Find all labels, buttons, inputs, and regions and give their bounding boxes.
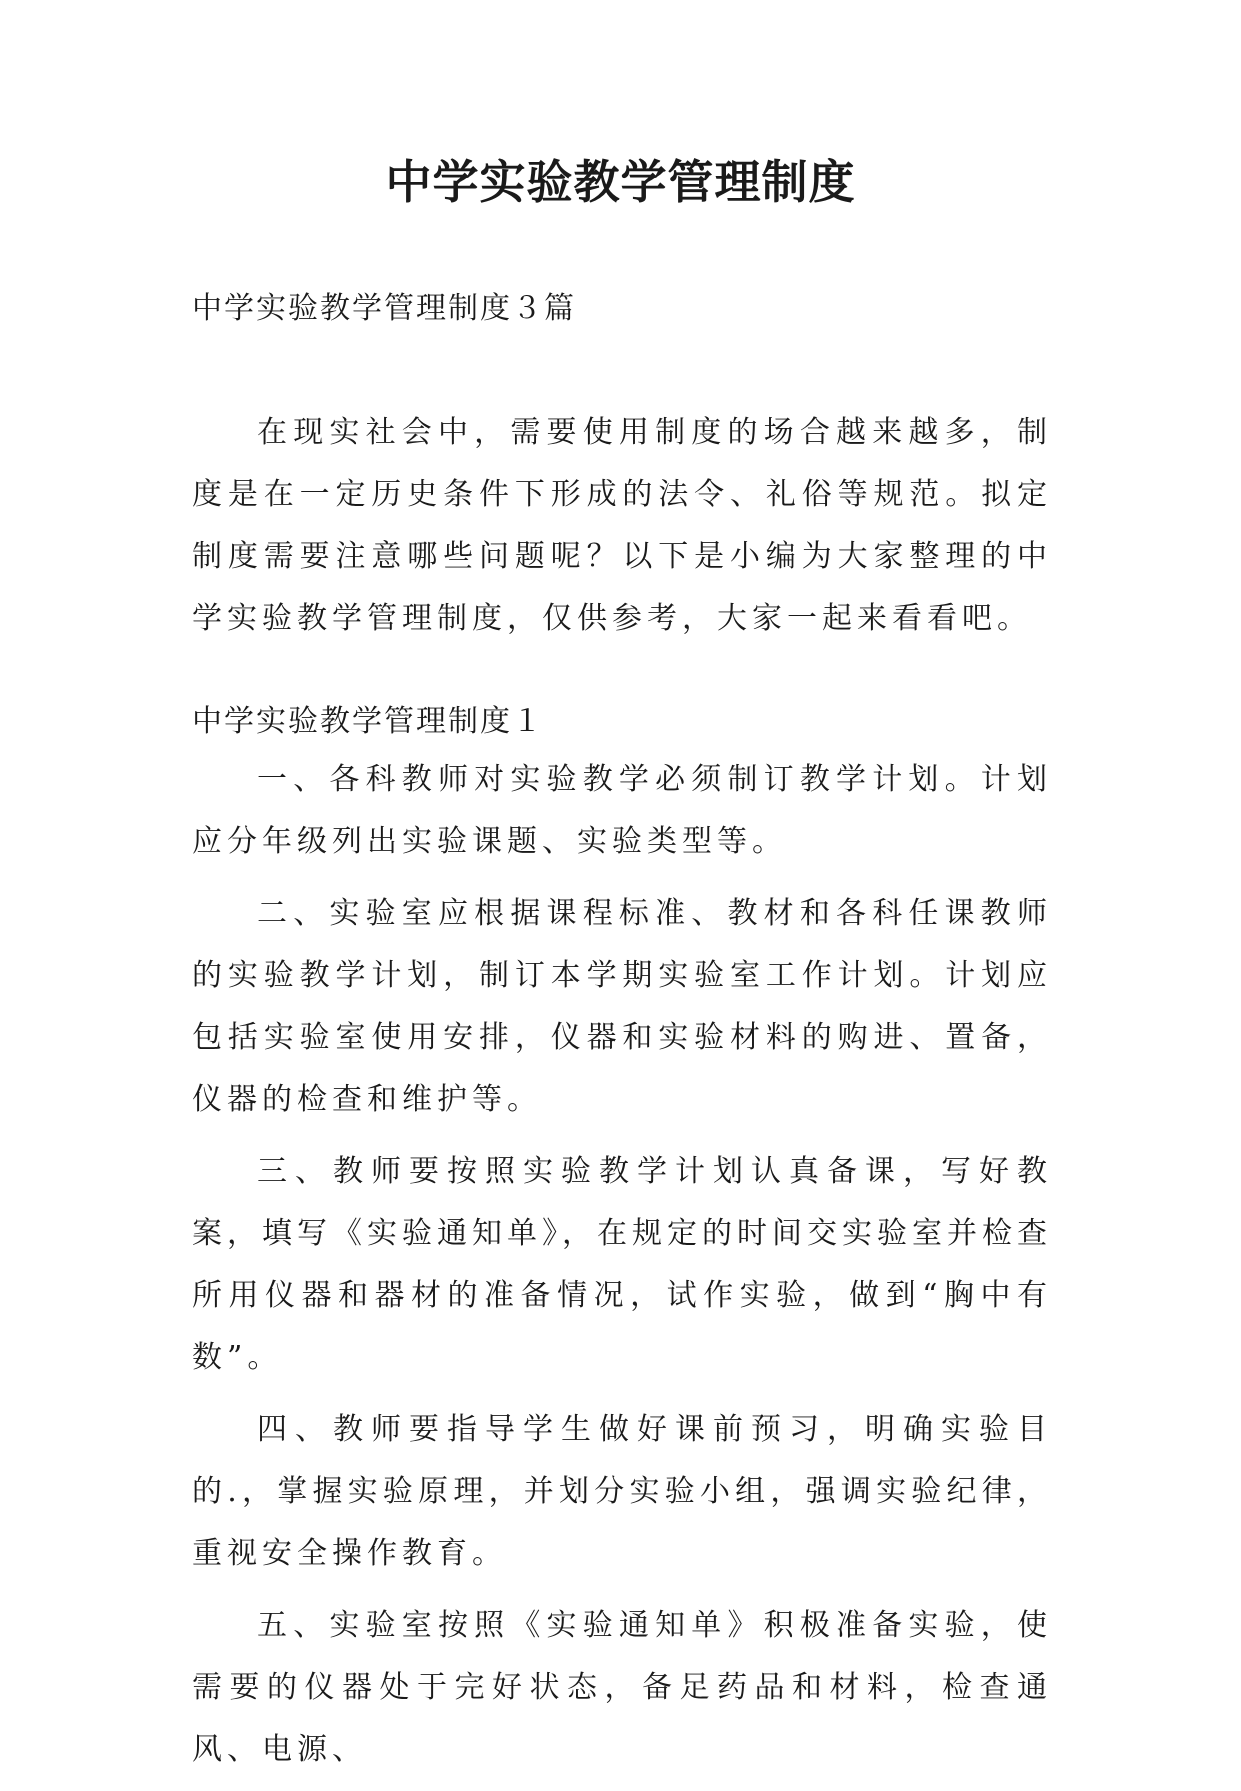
rule-item: 五、实验室按照《实验通知单》积极准备实验，使需要的仪器处于完好状态，备足药品和材料，检查通风、电源、 — [192, 1608, 1052, 1767]
rule-item: 二、实验室应根据课程标准、教材和各科任课教师的实验教学计划，制订本学期实验室工作计划。计划应包括实验室使用安排，仪器和实验材料的购进、置备，仪器的检查和维护等。 — [192, 896, 1052, 1117]
document-title: 中学实验教学管理制度 — [385, 155, 856, 209]
section-heading: 中学实验教学管理制度１ — [192, 704, 544, 739]
document-subtitle: 中学实验教学管理制度３篇 — [192, 291, 576, 326]
rule-list — [192, 749, 1052, 1791]
rule-item: 一、各科教师对实验教学必须制订教学计划。计划应分年级列出实验课题、实验类型等。 — [192, 762, 1052, 859]
rule-item: 三、教师要按照实验教学计划认真备课，写好教案，填写《实验通知单》，在规定的时间交实验室并检查所用仪器和器材的准备情况，试作实验，做到“胸中有数”。 — [192, 1154, 1052, 1375]
rule-item: 四、教师要指导学生做好课前预习，明确实验目的.，掌握实验原理，并划分实验小组，强调实验纪律，重视安全操作教育。 — [192, 1412, 1052, 1571]
intro-paragraph: 在现实社会中，需要使用制度的场合越来越多，制度是在一定历史条件下形成的法令、礼俗等规范。拟定制度需要注意哪些问题呢？以下是小编为大家整理的中学实验教学管理制度，仅供参考，大家一起来看看吧。 — [192, 415, 1052, 636]
